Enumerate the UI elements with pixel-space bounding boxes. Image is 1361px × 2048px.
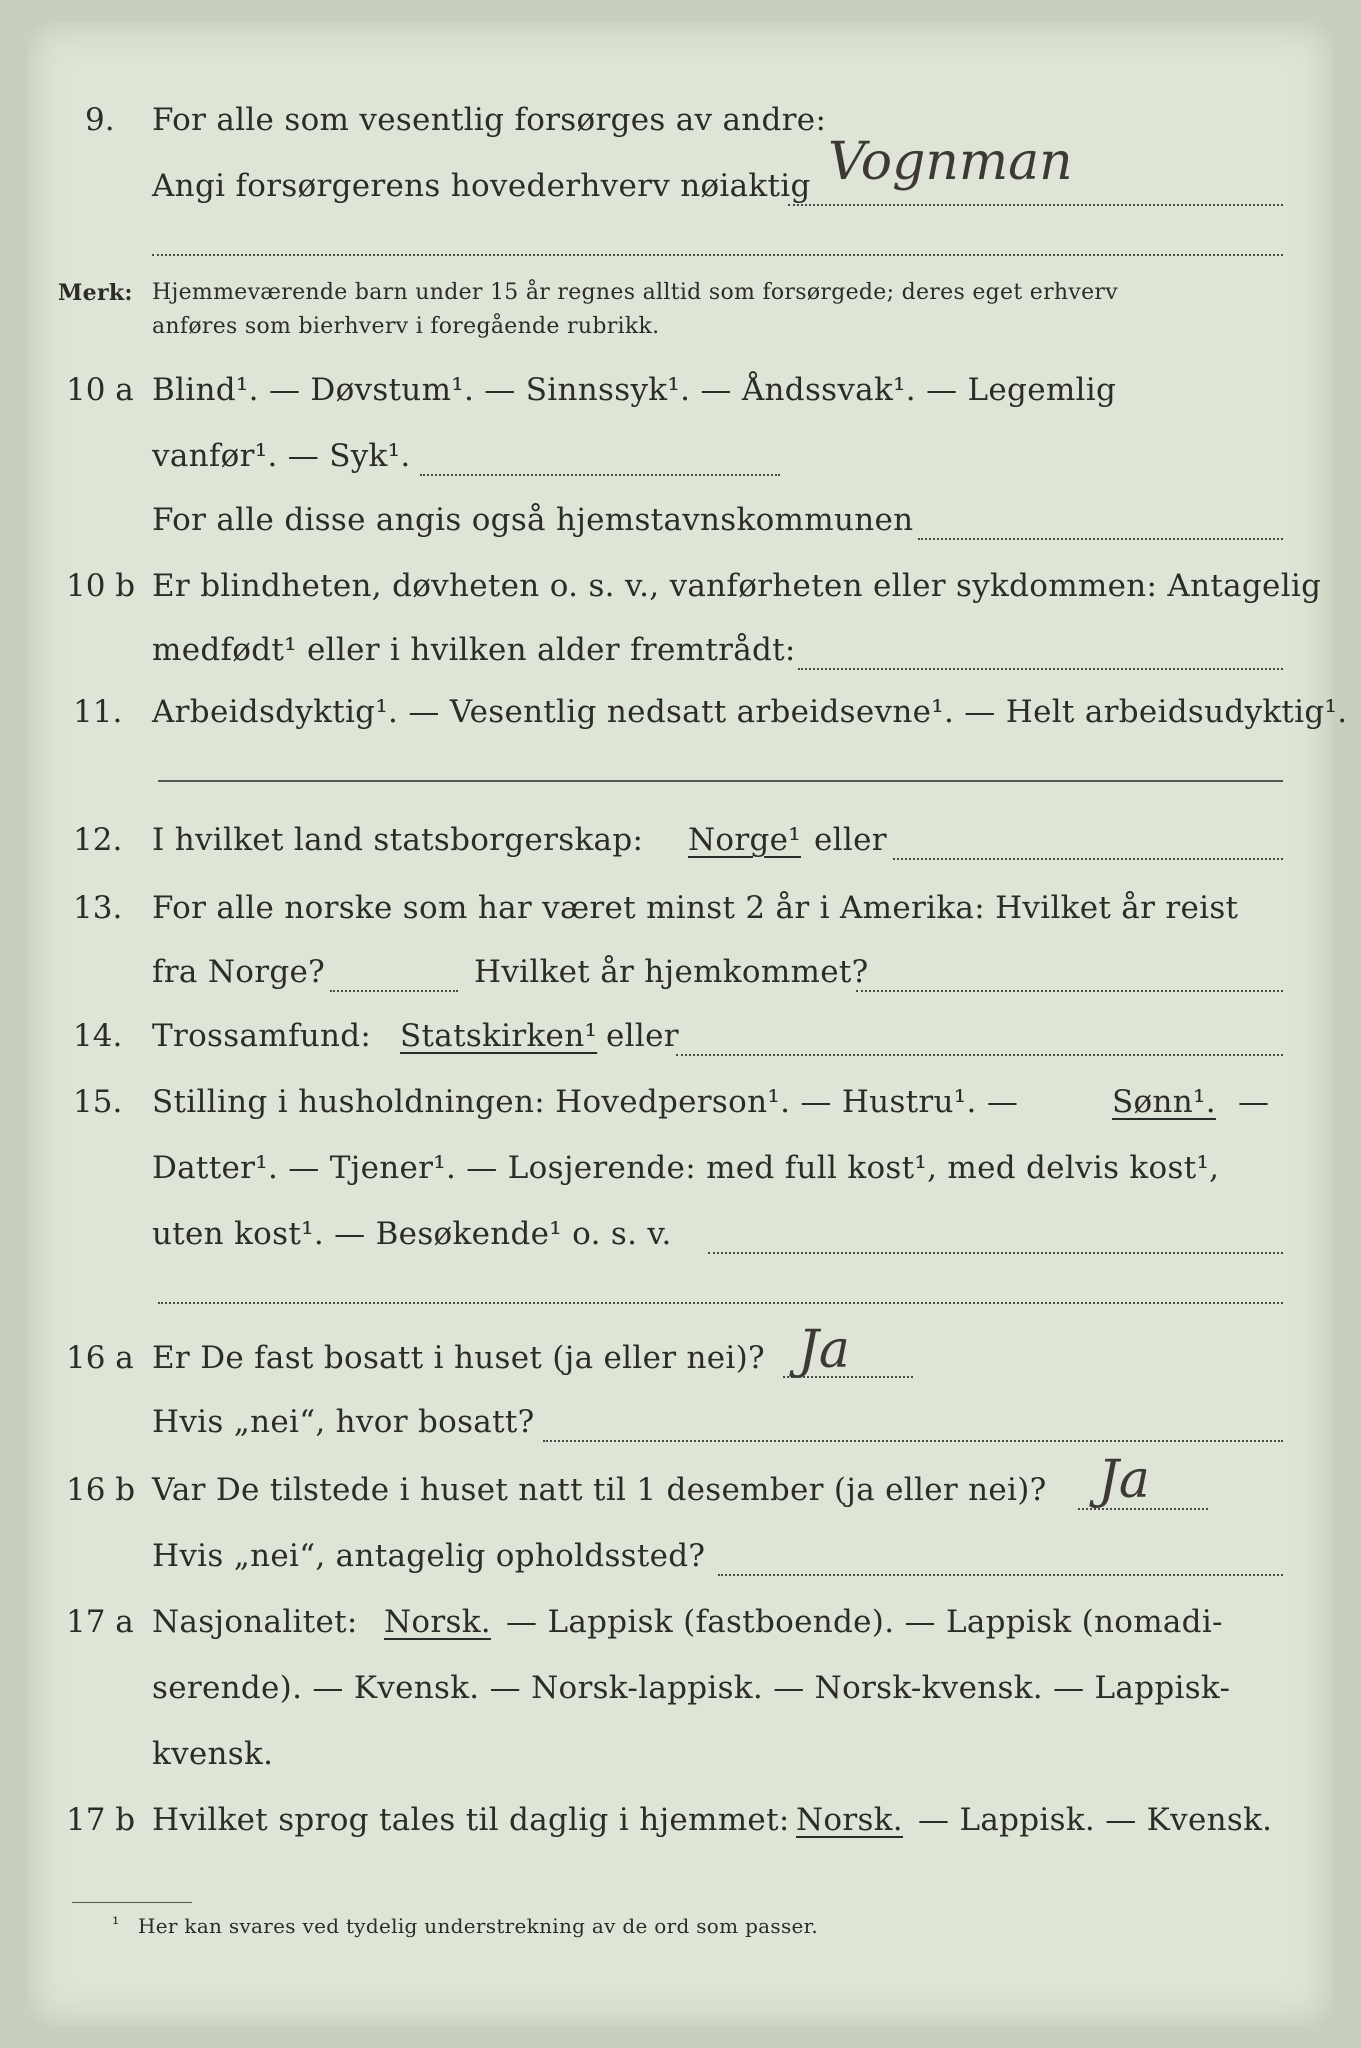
q17a-line3: kvensk. [152,1736,274,1772]
q16a-line1: Er De fast bosatt i huset (ja eller nei)? [152,1340,765,1376]
q10a-number: 10 a [66,372,134,408]
q13-line1: For alle norske som har været minst 2 år i Amerika: Hvilket år reist [152,890,1239,926]
q12-norge-underlined: Norge¹ [688,822,802,858]
q13-left-line [330,990,458,992]
q10a-line2: vanfør¹. — Syk¹. [152,438,411,474]
q15-sonn-underlined: Sønn¹. [1112,1084,1216,1120]
q10a-line1: Blind¹. — Døvstum¹. — Sinnssyk¹. — Åndssvak¹. — Legemlig [152,372,1117,408]
q9-extra-line [152,254,1283,256]
q17b-prefix: Hvilket sprog tales til daglig i hjemmet: [152,1802,790,1838]
q13-line2-left: fra Norge? [152,954,326,990]
q10a-line3: For alle disse angis også hjemstavnskommunen [152,502,914,538]
q11-separator [158,780,1283,782]
q15-extra-line [158,1302,1283,1304]
q14-suffix: eller [606,1018,679,1054]
q9-number: 9. [85,102,115,138]
q16b-line1: Var De tilstede i huset natt til 1 desember (ja eller nei)? [152,1472,1047,1508]
q17a-line2: serende). — Kvensk. — Norsk-lappisk. — Norsk-kvensk. — Lappisk- [152,1670,1231,1706]
q15-answer-line [708,1252,1283,1254]
q11-line1: Arbeidsdyktig¹. — Vesentlig nedsatt arbeidsevne¹. — Helt arbeidsudyktig¹. [152,694,1348,730]
q17b-number: 17 b [66,1802,136,1838]
q16b-line2: Hvis „nei“, antagelig opholdssted? [152,1538,706,1574]
q17b-norsk-underlined: Norsk. [796,1802,903,1838]
q10b-number: 10 b [66,568,136,604]
footnote-rule [72,1902,192,1903]
q10b-line2: medfødt¹ eller i hvilken alder fremtrådt: [152,632,796,668]
q15-line1: Stilling i husholdningen: Hovedperson¹. — Hustru¹. — [152,1084,1019,1120]
q10a-answer-line [420,474,780,476]
q9-line1: For alle som vesentlig forsørges av andre: [152,102,827,138]
q14-prefix: Trossamfund: [152,1018,372,1054]
q17a-norsk-underlined: Norsk. [384,1604,491,1640]
q12-prefix: I hvilket land statsborgerskap: [152,822,644,858]
q11-number: 11. [73,694,123,730]
q14-statskirken-underlined: Statskirken¹ [400,1018,598,1054]
q16a-handwritten-answer: Ja [798,1320,850,1380]
q12-number: 12. [73,822,123,858]
q16b-handwritten-answer: Ja [1098,1450,1150,1510]
q15-number: 15. [73,1084,123,1120]
q10b-line1: Er blindheten, døvheten o. s. v., vanførheten eller sykdommen: Antagelig [152,568,1322,604]
q10a-home-line [918,538,1283,540]
census-form-page [28,22,1348,2026]
q12-suffix: eller [814,822,887,858]
q15-line3: uten kost¹. — Besøkende¹ o. s. v. [152,1216,672,1252]
q16b-where-line [718,1574,1283,1576]
q14-number: 14. [73,1018,123,1054]
q15-line2: Datter¹. — Tjener¹. — Losjerende: med full kost¹, med delvis kost¹, [152,1150,1220,1186]
q13-line2-right: Hvilket år hjemkommet? [474,954,869,990]
q17a-line1-rest: — Lappisk (fastboende). — Lappisk (nomadi- [506,1604,1223,1640]
q9-answer-line [788,204,1283,206]
q17a-prefix: Nasjonalitet: [152,1604,358,1640]
q13-number: 13. [73,890,123,926]
merk-line2: anføres som bierhverv i foregående rubrikk. [152,314,660,339]
q17a-number: 17 a [66,1604,134,1640]
q9-handwritten-answer: Vognman [828,132,1073,192]
merk-label: Merk: [58,280,133,306]
q16a-number: 16 a [66,1340,134,1376]
q13-right-line [856,990,1283,992]
q12-answer-line [893,858,1283,860]
merk-line1: Hjemmeværende barn under 15 år regnes alltid som forsørgede; deres eget erhverv [152,280,1118,305]
q15-line1-dash: — [1238,1084,1270,1120]
q14-answer-line [676,1054,1283,1056]
footnote-text: Her kan svares ved tydelig understrekning av de ord som passer. [138,1914,818,1938]
q16a-where-line [543,1440,1283,1442]
q17b-suffix: — Lappisk. — Kvensk. [918,1802,1273,1838]
footnote-mark: ¹ [112,1914,120,1935]
q16a-line2: Hvis „nei“, hvor bosatt? [152,1404,535,1440]
q16b-number: 16 b [66,1472,136,1508]
q10b-answer-line [798,668,1283,670]
q9-line2: Angi forsørgerens hovederhverv nøiaktig [152,168,811,204]
